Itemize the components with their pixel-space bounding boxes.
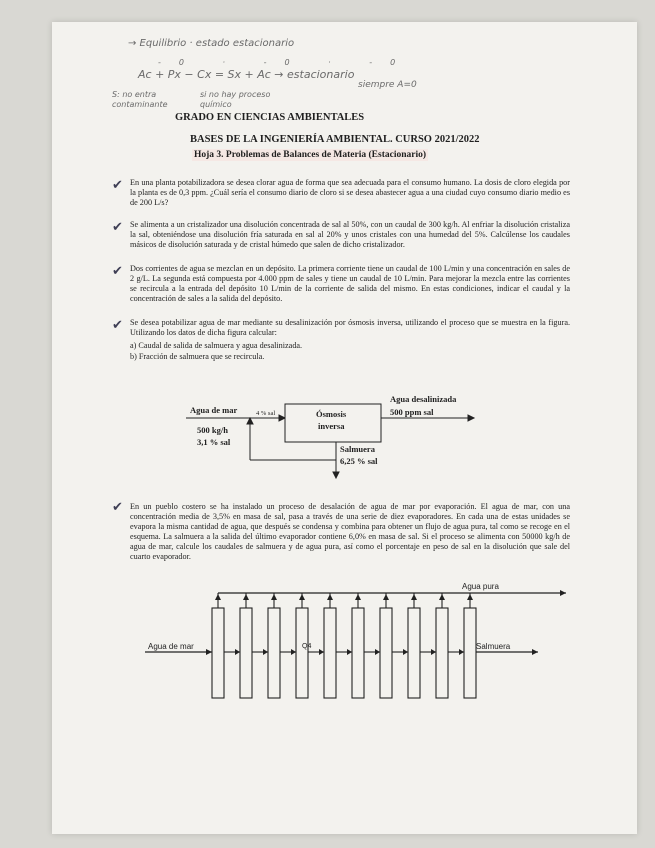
osmosis-mix-salt: 4 % sal [256, 410, 276, 417]
vapor-arrow [271, 594, 277, 600]
vapor-arrow [411, 594, 417, 600]
brine-transfer-arrow [235, 649, 240, 655]
evaporator-unit [352, 608, 364, 698]
handwritten-note-left: S: no entra contaminante [112, 90, 168, 109]
problem-3-text: Dos corrientes de agua se mezclan en un depósito. La primera corriente tiene un caudal de 100 L/min y una concentración en sales de 2 g/L. La segunda está compuesta por 4.000 ppm de sales y tiene un caudal de 10 L/min. Para mejorar la mezcla entre las corrientes se recircula a la entrada del depósito 10 L/min de la corriente de salida del mismo. En estas condiciones, indicar el caudal y la concentración de sales a la salida del depósito. [130, 264, 570, 303]
sheet-title: Hoja 3. Problemas de Balances de Materia (Estacionario) [194, 150, 427, 160]
vapor-arrow [439, 594, 445, 600]
handwritten-note-mid: si no hay proceso químico [200, 90, 271, 109]
osmosis-brine-salt: 6,25 % sal [340, 456, 378, 466]
evaporator-unit [296, 608, 308, 698]
handwritten-balance-equation: Ac + Px − Cx = Sx + Ac → estacionario [138, 68, 355, 81]
vapor-arrow [355, 594, 361, 600]
osmosis-product-salt: 500 ppm sal [390, 407, 434, 417]
check-mark-1: ✔ [112, 178, 123, 193]
evaporator-unit [464, 608, 476, 698]
course-title: GRADO EN CIENCIAS AMBIENTALES [175, 112, 365, 123]
vapor-arrow [215, 594, 221, 600]
evaporator-unit [380, 608, 392, 698]
osmosis-brine-label: Salmuera [340, 444, 375, 454]
pure-water-arrow [560, 590, 566, 596]
check-mark-4: ✔ [112, 318, 123, 333]
evaporator-unit [268, 608, 280, 698]
evaporator-out-label: Salmuera [476, 642, 511, 651]
problem-4-part-a: a) Caudal de salida de salmuera y agua desalinizada. [130, 341, 303, 350]
subject-title: BASES DE LA INGENIERÍA AMBIENTAL. CURSO 2021/2022 [190, 134, 480, 145]
osmosis-feed-flow: 500 kg/h [197, 425, 228, 435]
evaporator-unit-tag: Q4 [302, 643, 312, 650]
osmosis-product-label: Agua desalinizada [390, 394, 457, 404]
osmosis-feed-salt: 3,1 % sal [197, 437, 231, 447]
brine-out-arrow [532, 649, 538, 655]
evaporator-feed-label: Agua de mar [148, 642, 194, 651]
evaporator-unit [408, 608, 420, 698]
brine-transfer-arrow [263, 649, 268, 655]
check-mark-5: ✔ [112, 500, 123, 515]
brine-transfer-arrow [431, 649, 436, 655]
vapor-arrow [299, 594, 305, 600]
problem-1-text: En una planta potabilizadora se desea clorar agua de forma que sea adecuada para el consumo humano. La dosis de cloro elegida por la planta es de 0,3 ppm. ¿Cuál sería el consumo diario de cloro si se desea abastecer agua a una ciudad cuyo consumo diario medio es de 200 L/s? [130, 178, 570, 207]
evaporator-top-label: Agua pura [462, 582, 499, 591]
problem-5-text: En un pueblo costero se ha instalado un proceso de desalación de agua de mar por evaporación. El agua de mar, con una concentración media de 3,5% en masa de sal, pasa a través de una serie de diez evaporadores. En cada una de estas unidades se evapora la misma cantidad de agua, que después se condensa y combina para obtener un flujo de agua pura, tal como se recoge en el esquema. La salmuera a la salida del último evaporador contiene 6,0% en masa de sal. Si el proceso se alimenta con 50000 kg/h de agua de mar, calcule los caudales de salmuera y de agua pura, así como el porcentaje en peso de sal en la disolución que sale del cuarto evaporador. [130, 502, 570, 561]
vapor-arrow [243, 594, 249, 600]
seawater-feed-arrow [206, 649, 212, 655]
evaporator-unit [436, 608, 448, 698]
brine-transfer-arrow [319, 649, 324, 655]
problem-4-part-b: b) Fracción de salmuera que se recircula. [130, 352, 265, 361]
vapor-arrow [383, 594, 389, 600]
evaporator-unit [324, 608, 336, 698]
check-mark-2: ✔ [112, 220, 123, 235]
brine-transfer-arrow [459, 649, 464, 655]
osmosis-unit-label-1: Ósmosis [316, 409, 347, 419]
problem-4-text: Se desea potabilizar agua de mar mediante su desalinización por ósmosis inversa, utilizando el proceso que se muestra en la figura. Utilizando los datos de dicha figura calcular: [130, 318, 570, 337]
handwritten-note-title: → Equilibrio · estado estacionario [128, 38, 295, 49]
brine-transfer-arrow [403, 649, 408, 655]
evaporator-unit [240, 608, 252, 698]
vapor-arrow [327, 594, 333, 600]
check-mark-3: ✔ [112, 264, 123, 279]
vapor-arrow [467, 594, 473, 600]
brine-transfer-arrow [375, 649, 380, 655]
brine-transfer-arrow [291, 649, 296, 655]
osmosis-unit-label-2: inversa [318, 421, 345, 431]
brine-transfer-arrow [347, 649, 352, 655]
problem-2-text: Se alimenta a un cristalizador una disolución concentrada de sal al 50%, con un caudal de 300 kg/h. Al enfriar la disolución cristaliza la sal, obteniéndose una disolución fría saturada en sal al 20% y unos cristales con una humedad del 5%. Calcúlense los caudales másicos de disolución saturada y de cristal húmedo que salen de dicho cristalizador. [130, 220, 570, 249]
handwritten-zero-marks: -0 · -0 · -0 [158, 58, 414, 67]
osmosis-feed-label: Agua de mar [190, 405, 238, 415]
evaporator-unit [212, 608, 224, 698]
handwritten-note-right: siempre A=0 [358, 80, 417, 90]
